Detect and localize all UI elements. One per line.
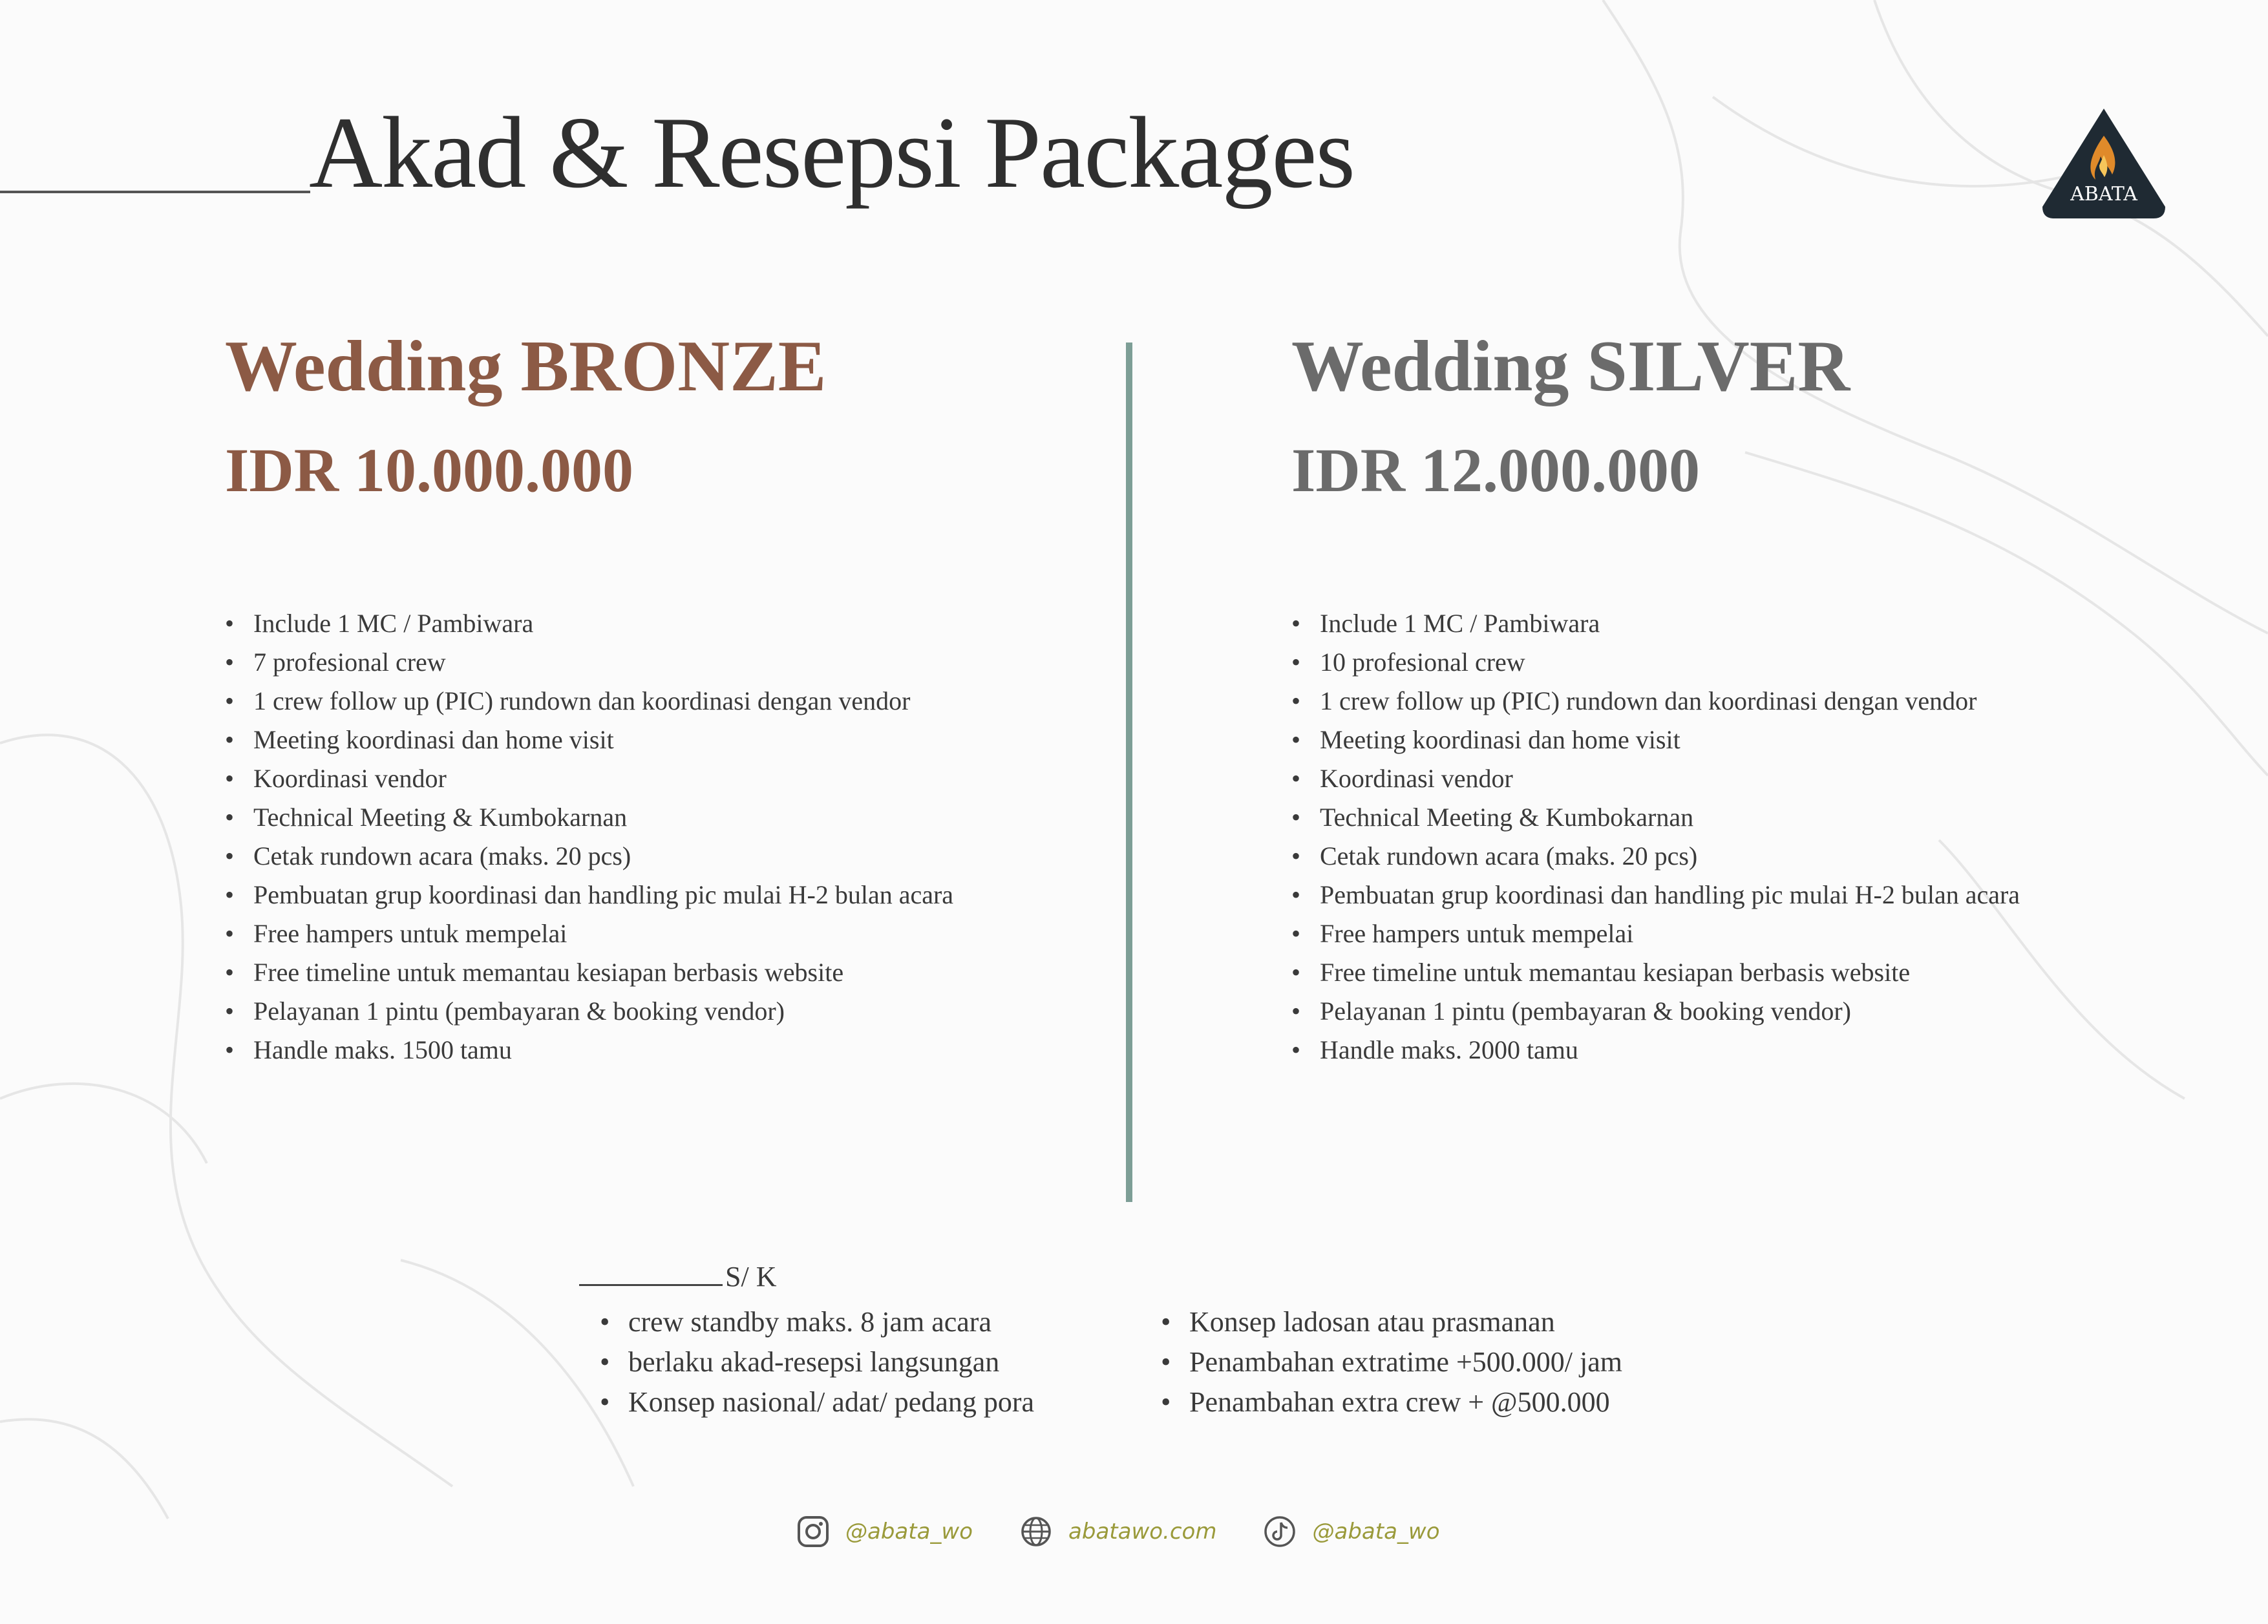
- package-bronze: [225, 323, 1162, 1064]
- package-silver: [1291, 323, 2229, 1064]
- logo-text: ABATA: [2070, 183, 2137, 206]
- feature-item: • Technical Meeting & Kumbokarnan: [225, 798, 1033, 837]
- tiktok-link[interactable]: [1262, 1513, 1439, 1550]
- feature-item: • Include 1 MC / Pambiwara: [225, 604, 1033, 643]
- globe-icon: [1018, 1513, 1054, 1550]
- terms-item: • berlaku akad-resepsi langsungan: [600, 1342, 1034, 1382]
- feature-item: • 10 profesional crew: [1291, 643, 2099, 682]
- abata-logo: [2036, 103, 2172, 226]
- package-name: Wedding SILVER: [1291, 326, 1850, 406]
- feature-item: • Pelayanan 1 pintu (pembayaran & booking vendor): [1291, 992, 2099, 1031]
- website-link[interactable]: [1018, 1513, 1216, 1550]
- feature-item: • Koordinasi vendor: [225, 759, 1033, 798]
- feature-item: • Cetak rundown acara (maks. 20 pcs): [1291, 837, 2099, 876]
- package-price: IDR 10.000.000: [225, 436, 634, 505]
- feature-item: • Cetak rundown acara (maks. 20 pcs): [225, 837, 1033, 876]
- terms-heading-text: S/ K: [725, 1261, 777, 1292]
- feature-item: • Include 1 MC / Pambiwara: [1291, 604, 2099, 643]
- terms-section: [579, 1260, 1743, 1428]
- feature-item: • Free timeline untuk memantau kesiapan berbasis website: [1291, 953, 2099, 992]
- feature-list: [1291, 604, 2099, 1070]
- feature-item: • Free hampers untuk mempelai: [225, 914, 1033, 953]
- terms-list-left: [600, 1302, 1034, 1422]
- feature-item: • Meeting koordinasi dan home visit: [225, 721, 1033, 759]
- terms-item: • crew standby maks. 8 jam acara: [600, 1302, 1034, 1342]
- tiktok-handle: @abata_wo: [1312, 1519, 1440, 1545]
- instagram-icon: [795, 1513, 831, 1550]
- website-url: abatawo.com: [1068, 1519, 1217, 1545]
- terms-list-right: [1161, 1302, 1622, 1422]
- feature-item: • 1 crew follow up (PIC) rundown dan koordinasi dengan vendor: [225, 682, 1033, 721]
- feature-item: • Handle maks. 2000 tamu: [1291, 1031, 2099, 1070]
- terms-item: • Konsep ladosan atau prasmanan: [1161, 1302, 1622, 1342]
- page-title: Akad & Resepsi Packages: [309, 96, 1355, 209]
- instagram-handle: @abata_wo: [845, 1519, 973, 1545]
- feature-item: • Pembuatan grup koordinasi dan handling pic mulai H-2 bulan acara: [1291, 876, 2099, 914]
- feature-item: • 7 profesional crew: [225, 643, 1033, 682]
- social-links: [795, 1509, 1440, 1554]
- feature-item: • Meeting koordinasi dan home visit: [1291, 721, 2099, 759]
- flame-triangle-logo: [2036, 103, 2172, 226]
- feature-item: • Free hampers untuk mempelai: [1291, 914, 2099, 953]
- feature-item: • Koordinasi vendor: [1291, 759, 2099, 798]
- title-underline-rule: [0, 191, 310, 193]
- feature-item: • Technical Meeting & Kumbokarnan: [1291, 798, 2099, 837]
- feature-item: • Handle maks. 1500 tamu: [225, 1031, 1033, 1070]
- terms-heading-rule: [579, 1284, 723, 1286]
- feature-item: • Pembuatan grup koordinasi dan handling pic mulai H-2 bulan acara: [225, 876, 1033, 914]
- package-price: IDR 12.000.000: [1291, 436, 1701, 505]
- header: [0, 97, 1422, 226]
- feature-item: • 1 crew follow up (PIC) rundown dan koordinasi dengan vendor: [1291, 682, 2099, 721]
- feature-item: • Free timeline untuk memantau kesiapan berbasis website: [225, 953, 1033, 992]
- instagram-link[interactable]: [795, 1513, 973, 1550]
- feature-item: • Pelayanan 1 pintu (pembayaran & booking vendor): [225, 992, 1033, 1031]
- terms-heading: [579, 1260, 776, 1293]
- terms-item: • Konsep nasional/ adat/ pedang pora: [600, 1382, 1034, 1422]
- terms-item: • Penambahan extratime +500.000/ jam: [1161, 1342, 1622, 1382]
- feature-list: [225, 604, 1033, 1070]
- tiktok-icon: [1262, 1513, 1298, 1550]
- terms-item: • Penambahan extra crew + @500.000: [1161, 1382, 1622, 1422]
- package-name: Wedding BRONZE: [225, 326, 827, 406]
